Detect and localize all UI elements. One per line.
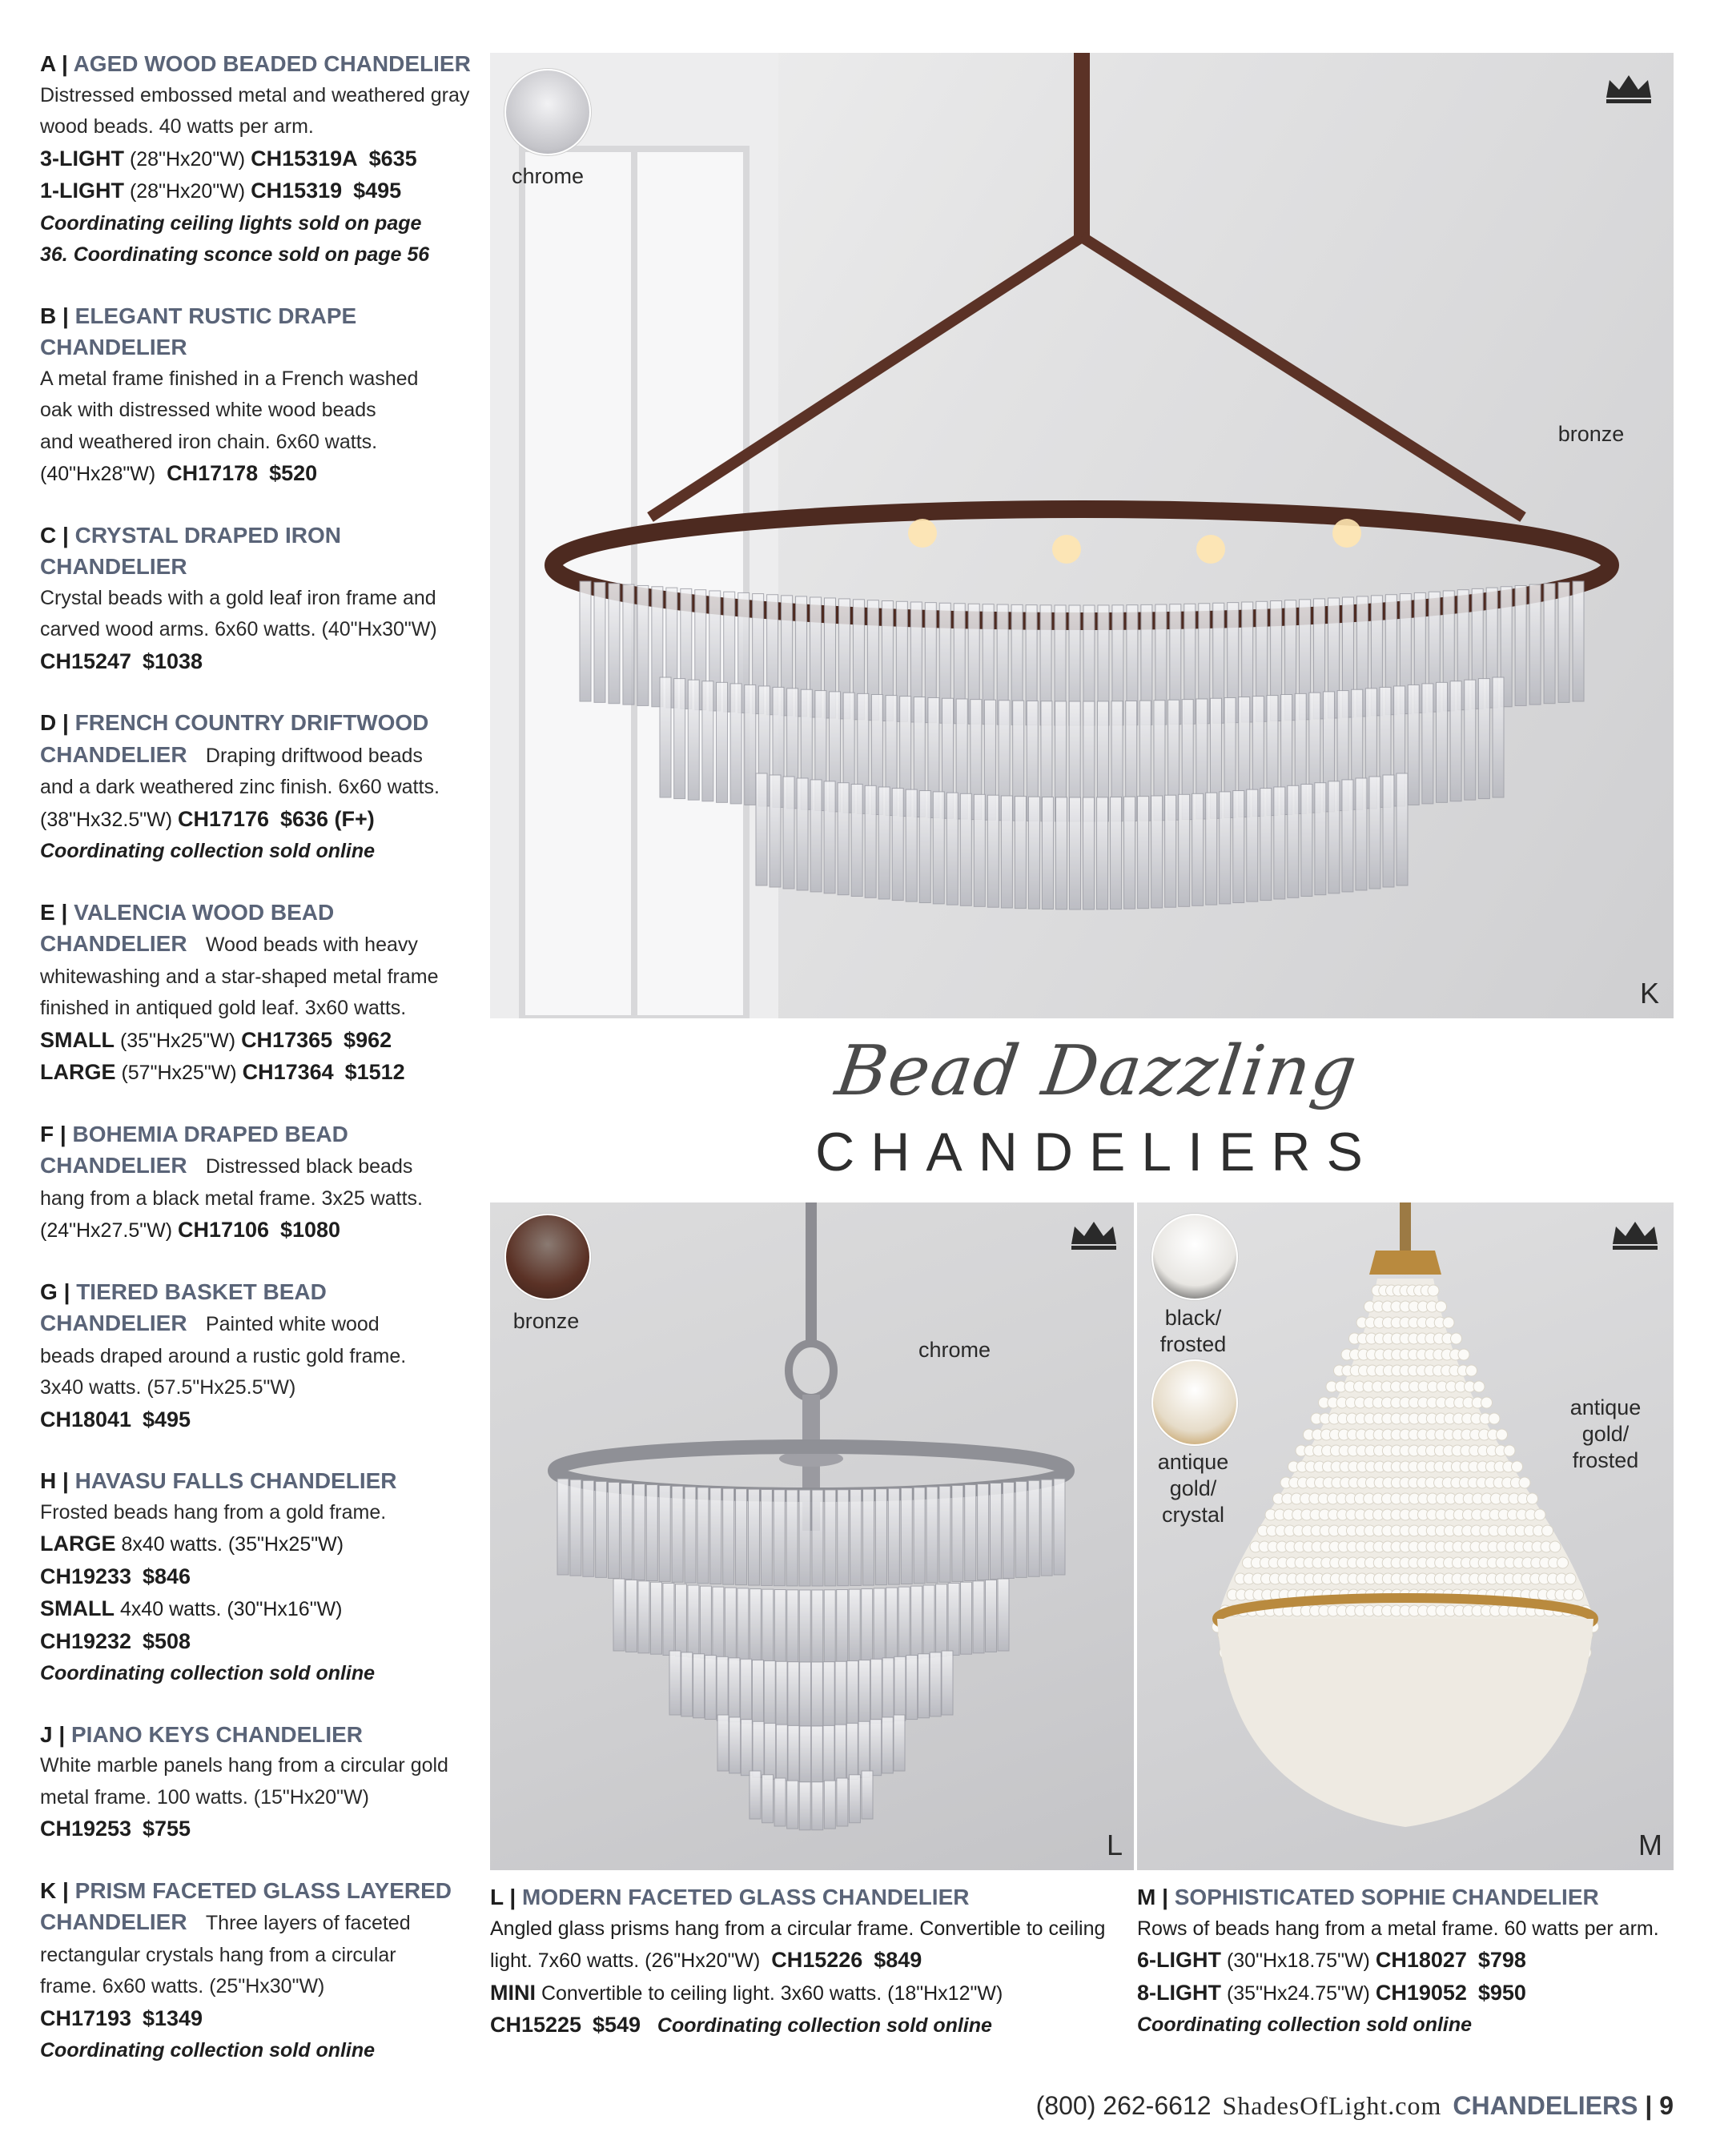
product-e: E | VALENCIA WOOD BEAD CHANDELIER Wood beads with heavy whitewashing and a star-shaped metal frame finished in antiqued gold leaf. 3x60 watts. SMALL (35"Hx25"W) CH17365 $962 LARGE (57"Hx25"W) CH17364 $1512 [40,897,476,1090]
product-h: H | HAVASU FALLS CHANDELIER Frosted beads hang from a gold frame. LARGE 8x40 watts. (35"Hx25"W) CH19233 $846 SMALL 4x40 watts. (30"Hx16"W) CH19232 $508 Coordinating collection sold online [40,1465,476,1690]
product-l-caption: L | MODERN FACETED GLASS CHANDELIER Angled glass prisms hang from a circular frame. Convertible to ceiling light. 7x60 watts. (26"Hx20"W) CH15226 $849 MINI Convertible to ceiling light. 3x60 watts. (18"Hx12"W) CH15225 $549 Coordinating collection sold online [490,1881,1131,2042]
product-e-heading: E | VALENCIA WOOD BEAD [40,899,335,925]
product-m-sku-2: 8-LIGHT (35"Hx24.75"W) CH19052 $950 [1137,1980,1526,2005]
website-link[interactable]: ShadesOfLight.com [1222,2091,1442,2120]
product-c: C | CRYSTAL DRAPED IRON CHANDELIER Crystal beads with a gold leaf iron frame and carved wood arms. 6x60 watts. (40"Hx30"W) CH15247 $1038 [40,520,476,679]
product-e-sku-2: LARGE (57"Hx25"W) CH17364 $1512 [40,1060,405,1084]
antique-gold-frosted-label: antique gold/ frosted [1569,1395,1642,1472]
product-h-heading: H | HAVASU FALLS CHANDELIER [40,1468,397,1493]
product-g-sku: CH18041 $495 [40,1407,191,1431]
crown-icon [1068,1219,1119,1251]
product-l-mini-sku: CH15225 $549 Coordinating collection sold online [490,2013,992,2037]
chandelier-k-photo [490,53,1674,1018]
product-g-heading: G | TIERED BASKET BEAD [40,1279,327,1304]
product-c-sku: CH15247 $1038 [40,648,203,673]
chrome-swatch [504,69,591,155]
product-b: B | ELEGANT RUSTIC DRAPE CHANDELIER A metal frame finished in a French washed oak with distressed white wood beads and weathered iron chain. 6x60 watts. (40"Hx28"W) CH17178 $520 [40,300,476,491]
product-k-sku: CH17193 $1349 [40,2005,203,2030]
product-b-heading: B | ELEGANT RUSTIC DRAPE [40,303,357,328]
chandelier-l-illustration [490,1202,1134,1870]
antique-gold-crystal-label: antique gold/ crystal [1157,1450,1229,1527]
panel-letter-m: M [1638,1829,1662,1861]
product-e-sku-1: SMALL (35"Hx25"W) CH17365 $962 [40,1027,392,1052]
product-f-sku: (24"Hx27.5"W) CH17106 $1080 [40,1218,341,1242]
product-a-sku-1: 3-LIGHT (28"Hx20"W) CH15319A $635 [40,146,417,171]
product-g: G | TIERED BASKET BEAD CHANDELIER Painted white wood beads draped around a rustic gold frame. 3x40 watts. (57.5"Hx25.5"W) CH18041 $495 [40,1276,476,1437]
page-title: CHANDELIERS [815,1122,1379,1182]
product-m-sku-1: 6-LIGHT (30"Hx18.75"W) CH18027 $798 [1137,1948,1526,1972]
bronze-swatch-label: bronze [512,1309,580,1333]
black-frosted-swatch [1151,1214,1238,1300]
bronze-swatch [504,1214,591,1300]
product-a-sku-2: 1-LIGHT (28"Hx20"W) CH15319 $495 [40,179,402,203]
section-label: CHANDELIERS [1453,2091,1638,2120]
chandelier-m-photo [1137,1202,1674,1870]
black-frosted-label: black/ frosted [1159,1306,1227,1356]
product-a-heading: A | AGED WOOD BEADED CHANDELIER [40,51,471,76]
crown-icon [1610,1219,1661,1251]
page-number: 9 [1659,2091,1674,2120]
antique-gold-crystal-swatch [1151,1359,1238,1446]
product-f-heading: F | BOHEMIA DRAPED BEAD [40,1121,348,1146]
product-l-heading: L | MODERN FACETED GLASS CHANDELIER [490,1885,970,1909]
product-m-caption: M | SOPHISTICATED SOPHIE CHANDELIER Rows of beads hang from a metal frame. 60 watts per arm. 6-LIGHT (30"Hx18.75"W) CH18027 $798 8-LIGHT (35"Hx24.75"W) CH19052 $950 Coordinating collection sold online [1137,1881,1682,2042]
chandelier-m-illustration [1137,1202,1674,1870]
chrome-swatch-label: chrome [511,164,585,188]
product-j: J | PIANO KEYS CHANDELIER White marble panels hang from a circular gold metal frame. 100 watts. (15"Hx20"W) CH19253 $755 [40,1719,476,1846]
product-h-sku-large: CH19233 $846 [40,1564,191,1588]
product-list [40,48,476,2096]
panel-letter-l: L [1106,1829,1123,1861]
product-b-sku: (40"Hx28"W) CH17178 $520 [40,461,318,485]
product-j-sku: CH19253 $755 [40,1817,191,1841]
crown-icon [1603,72,1654,104]
chandelier-k-illustration [490,53,1674,1018]
product-d: D | FRENCH COUNTRY DRIFTWOOD CHANDELIER Draping driftwood beads and a dark weathered zinc finish. 6x60 watts. (38"Hx32.5"W) CH17176 $636 (F+) Coordinating collection sold online [40,707,476,868]
product-k: K | PRISM FACETED GLASS LAYERED CHANDELIER Three layers of faceted rectangular crystals hang from a circular frame. 6x60 watts. (25"Hx30"W) CH17193 $1349 Coordinating collection sold online [40,1875,476,2067]
product-d-heading: D | FRENCH COUNTRY DRIFTWOOD [40,710,429,735]
product-m-heading: M | SOPHISTICATED SOPHIE CHANDELIER [1137,1885,1599,1909]
product-d-sku: (38"Hx32.5"W) CH17176 $636 (F+) [40,806,375,831]
product-c-heading: C | CRYSTAL DRAPED IRON [40,522,342,548]
product-l-sku: light. 7x60 watts. (26"Hx20"W) CH15226 $849 [490,1948,922,1972]
product-h-sku-small: CH19232 $508 [40,1628,191,1653]
product-k-heading: K | PRISM FACETED GLASS LAYERED [40,1877,452,1903]
product-a: A | AGED WOOD BEADED CHANDELIER Distressed embossed metal and weathered gray wood beads. 40 watts per arm. 3-LIGHT (28"Hx20"W) CH15319A $635 1-LIGHT (28"Hx20"W) CH15319 $495 Coordinating ceiling lights sold on page 36. Coordinating sconce sold on page 56 [40,48,476,271]
chandelier-l-photo [490,1202,1134,1870]
page-footer: (800) 262-6612 ShadesOfLight.com CHANDELIERS | 9 [1035,2091,1674,2120]
panel-letter-k: K [1639,977,1659,1010]
bronze-finish-label: bronze [1557,422,1625,446]
title-script: Bead Dazzling [830,1031,1364,1111]
chrome-finish-label: chrome [918,1338,991,1362]
phone-number[interactable]: (800) 262-6612 [1035,2091,1212,2120]
product-j-heading: J | PIANO KEYS CHANDELIER [40,1721,364,1747]
product-f: F | BOHEMIA DRAPED BEAD CHANDELIER Distressed black beads hang from a black metal frame. 3x25 watts. (24"Hx27.5"W) CH17106 $1080 [40,1118,476,1247]
